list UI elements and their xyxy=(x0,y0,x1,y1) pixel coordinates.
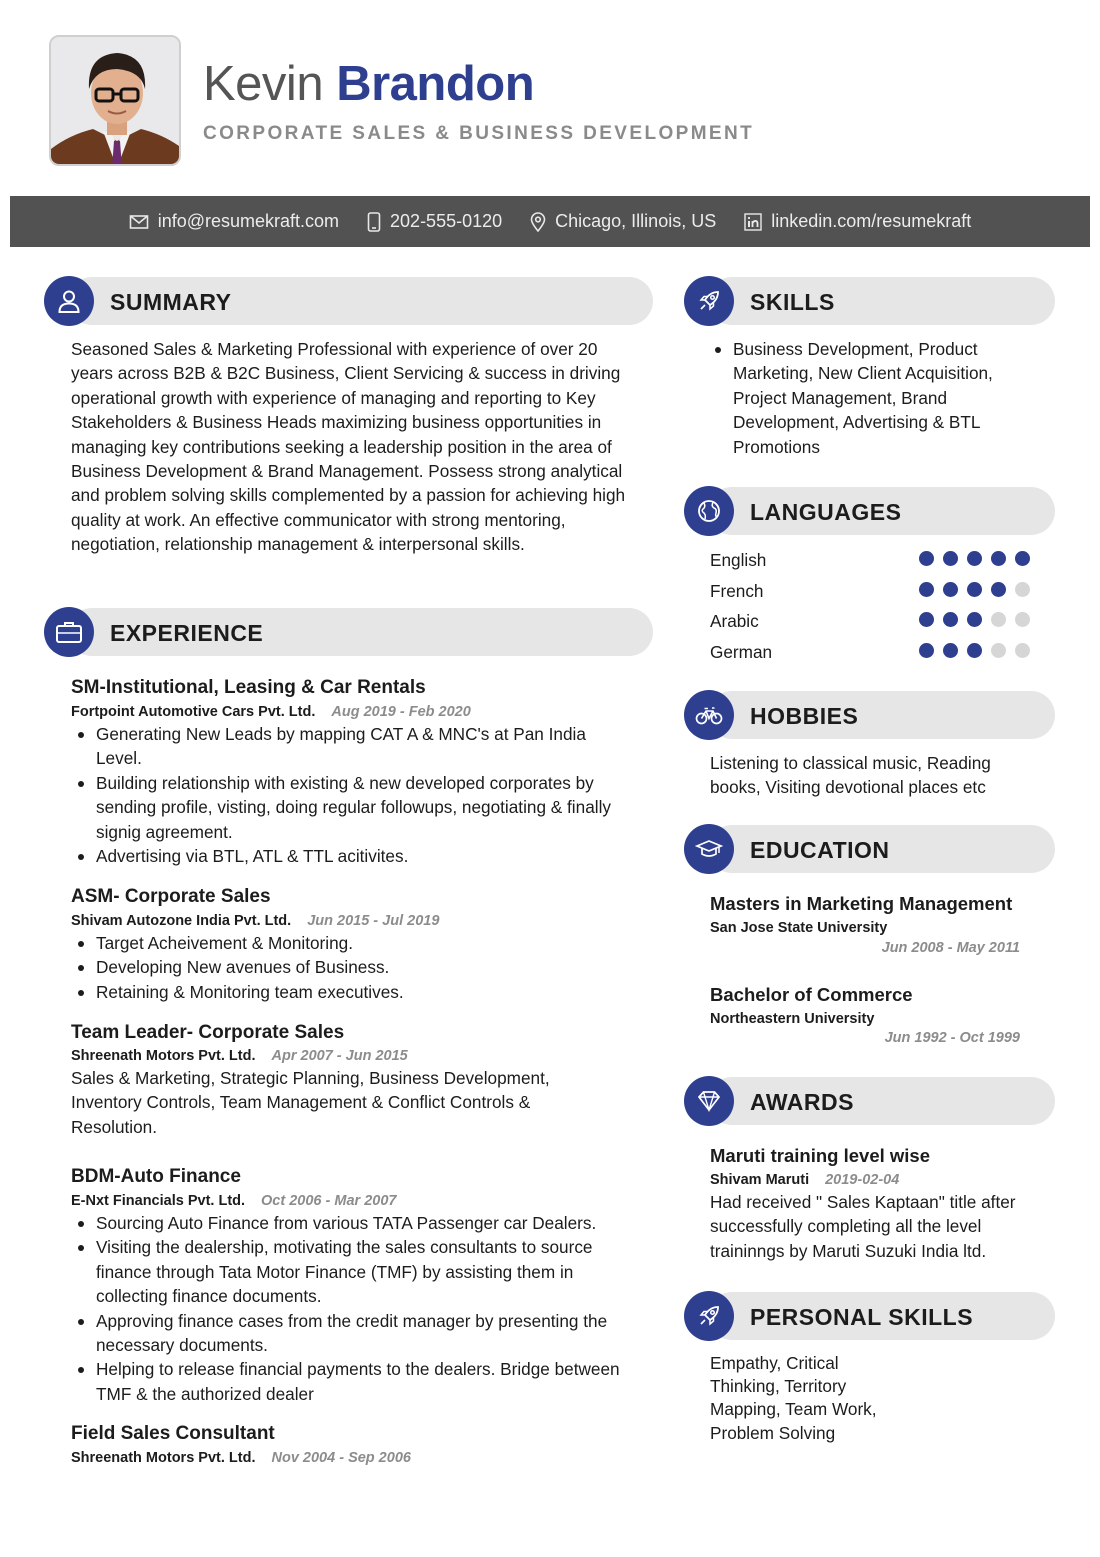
section-hobbies xyxy=(684,690,1055,740)
bullet-item: Visiting the dealership, motivating the sales consultants to source finance through Tata Motor Finance (TMF) by assisting them in collecting finance documents. xyxy=(71,1235,636,1308)
location-text: Chicago, Illinois, US xyxy=(555,211,717,231)
summary-text: Seasoned Sales & Marketing Professional with experience of over 20 years across B2B & B2C Business, Client Servicing & success in driving operational growth with experience of managing and reporting to Key Stakeholders & Business Heads maximizing business opportunities in managing key contributions seeking a leadership position in the area of Business Development & Brand Management. Possess strong analytical and problem solving skills complemented by a passion for achieving high quality at work. An effective communicator with strong mentoring, negotiation, relationship management & interpersonal skills. xyxy=(71,339,626,555)
section-title: LANGUAGES xyxy=(750,499,902,525)
job-bullets xyxy=(71,1211,636,1406)
contact-phone[interactable] xyxy=(367,211,502,232)
proficiency-dots xyxy=(919,582,1030,597)
section-title: AWARDS xyxy=(750,1089,854,1115)
job-company: Shreenath Motors Pvt. Ltd. xyxy=(71,1048,256,1064)
headline: CORPORATE SALES & BUSINESS DEVELOPMENT xyxy=(203,123,755,144)
award-date: 2019-02-04 xyxy=(825,1172,900,1188)
bullet-item: Sourcing Auto Finance from various TATA Passenger car Dealers. xyxy=(71,1211,636,1235)
education-degree: Bachelor of Commerce xyxy=(710,984,913,1005)
bullet-item: Retaining & Monitoring team executives. xyxy=(71,980,631,1004)
bullet-item: Helping to release financial payments to the dealers. Bridge between TMF & the authorized dealer xyxy=(71,1357,636,1406)
proficiency-dot-empty xyxy=(1015,643,1030,658)
language-name: French xyxy=(710,581,764,601)
briefcase-icon xyxy=(55,620,83,644)
bullet-item: Building relationship with existing & new developed corporates by sending profile, visting, doing regular followups, negotiating & finally signig agreement. xyxy=(71,771,631,844)
job-meta xyxy=(71,1450,411,1466)
language-row xyxy=(710,640,1035,664)
job-meta xyxy=(71,913,439,929)
job-company: Shreenath Motors Pvt. Ltd. xyxy=(71,1450,256,1466)
job-company: Fortpoint Automotive Cars Pvt. Ltd. xyxy=(71,704,316,720)
bicycle-icon xyxy=(695,704,723,726)
section-experience xyxy=(44,607,653,657)
proficiency-dot-filled xyxy=(1015,551,1030,566)
section-icon-circle xyxy=(44,607,94,657)
education-school: San Jose State University xyxy=(710,920,888,936)
skill-item: Business Development, Product Marketing, New Client Acquisition, Project Management, Brand Development, Advertising & BTL Promotions xyxy=(708,337,1023,459)
job-title: BDM-Auto Finance xyxy=(71,1166,241,1187)
bullet-item: Developing New avenues of Business. xyxy=(71,955,631,979)
job-dates: Nov 2004 - Sep 2006 xyxy=(271,1450,411,1466)
award-name: Maruti training level wise xyxy=(710,1145,931,1166)
award-description: Had received " Sales Kaptaan" title after successfully completing all the level traininngs by Maruti Suzuki India ltd. xyxy=(710,1192,1016,1261)
section-icon-circle xyxy=(684,1291,734,1341)
job-dates: Aug 2019 - Feb 2020 xyxy=(331,704,471,720)
phone-icon xyxy=(367,212,381,232)
section-title: EXPERIENCE xyxy=(110,620,264,646)
skills-list xyxy=(708,337,1023,459)
section-icon-circle xyxy=(684,486,734,536)
graduation-cap-icon xyxy=(695,838,723,860)
section-icon-circle xyxy=(44,276,94,326)
proficiency-dot-filled xyxy=(943,612,958,627)
proficiency-dot-filled xyxy=(967,551,982,566)
job-description: Sales & Marketing, Strategic Planning, Business Development, Inventory Controls, Team Management & Conflict Controls & Resolution. xyxy=(71,1068,550,1137)
contact-email[interactable] xyxy=(129,211,339,232)
bullet-item: Target Acheivement & Monitoring. xyxy=(71,931,631,955)
rocket-icon xyxy=(696,1303,722,1329)
section-personal-skills xyxy=(684,1291,1055,1341)
job-company: E-Nxt Financials Pvt. Ltd. xyxy=(71,1193,246,1209)
job-company: Shivam Autozone India Pvt. Ltd. xyxy=(71,913,292,929)
job-bullets xyxy=(71,722,631,868)
education-dates: Jun 2008 - May 2011 xyxy=(881,940,1020,956)
section-title: PERSONAL SKILLS xyxy=(750,1304,974,1330)
section-icon-circle xyxy=(684,276,734,326)
diamond-icon xyxy=(696,1089,722,1113)
section-icon-circle xyxy=(684,1076,734,1126)
job-meta xyxy=(71,1193,396,1209)
section-education xyxy=(684,824,1055,874)
first-name: Kevin xyxy=(203,57,324,111)
proficiency-dots xyxy=(919,551,1030,566)
language-name: German xyxy=(710,642,773,662)
job-dates: Apr 2007 - Jun 2015 xyxy=(271,1048,408,1064)
section-languages xyxy=(684,486,1055,536)
proficiency-dot-filled xyxy=(967,643,982,658)
proficiency-dot-filled xyxy=(991,551,1006,566)
job-dates: Jun 2015 - Jul 2019 xyxy=(307,913,440,929)
proficiency-dot-filled xyxy=(919,551,934,566)
proficiency-dot-filled xyxy=(991,582,1006,597)
user-icon xyxy=(56,288,82,314)
proficiency-dot-empty xyxy=(1015,612,1030,627)
language-row xyxy=(710,548,1035,572)
section-title: HOBBIES xyxy=(750,703,859,729)
section-title: EDUCATION xyxy=(750,837,890,863)
proficiency-dot-empty xyxy=(991,612,1006,627)
education-school: Northeastern University xyxy=(710,1011,875,1027)
section-title: SKILLS xyxy=(750,289,835,315)
proficiency-dot-empty xyxy=(991,643,1006,658)
last-name: Brandon xyxy=(336,57,535,111)
phone-text[interactable]: 202-555-0120 xyxy=(390,211,503,231)
job-dates: Oct 2006 - Mar 2007 xyxy=(261,1193,397,1209)
section-awards xyxy=(684,1076,1055,1126)
job-meta xyxy=(71,704,471,720)
proficiency-dot-filled xyxy=(919,612,934,627)
language-row xyxy=(710,609,1035,633)
award-issuer: Shivam Maruti xyxy=(710,1172,810,1188)
proficiency-dot-filled xyxy=(943,551,958,566)
map-pin-icon xyxy=(530,212,546,232)
linkedin-icon xyxy=(744,213,762,231)
candidate-name xyxy=(203,56,534,112)
contact-linkedin[interactable] xyxy=(744,211,971,232)
language-name: English xyxy=(710,550,767,570)
contact-bar xyxy=(10,196,1090,247)
job-title: ASM- Corporate Sales xyxy=(71,886,271,907)
proficiency-dot-filled xyxy=(943,582,958,597)
job-meta xyxy=(71,1048,408,1064)
section-title: SUMMARY xyxy=(110,289,232,315)
award-meta xyxy=(710,1172,899,1188)
language-name: Arabic xyxy=(710,611,759,631)
proficiency-dot-filled xyxy=(919,643,934,658)
proficiency-dot-filled xyxy=(967,612,982,627)
bullet-item: Advertising via BTL, ATL & TTL acitivites. xyxy=(71,844,631,868)
job-bullets xyxy=(71,931,631,1004)
section-skills xyxy=(684,276,1055,326)
proficiency-dots xyxy=(919,643,1030,658)
email-text[interactable]: info@resumekraft.com xyxy=(157,211,340,231)
job-title: Team Leader- Corporate Sales xyxy=(71,1022,345,1043)
section-icon-circle xyxy=(684,690,734,740)
education-degree: Masters in Marketing Management xyxy=(710,893,1013,914)
bullet-item: Approving finance cases from the credit manager by presenting the necessary documents. xyxy=(71,1309,636,1358)
proficiency-dot-empty xyxy=(1015,582,1030,597)
section-icon-circle xyxy=(684,824,734,874)
job-title: SM-Institutional, Leasing & Car Rentals xyxy=(71,677,426,698)
proficiency-dot-filled xyxy=(919,582,934,597)
hobbies-text: Listening to classical music, Reading books, Visiting devotional places etc xyxy=(710,753,991,798)
personal-skills-text: Empathy, Critical Thinking, Territory Mapping, Team Work, Problem Solving xyxy=(710,1353,877,1443)
proficiency-dot-filled xyxy=(943,643,958,658)
rocket-icon xyxy=(696,288,722,314)
globe-icon xyxy=(696,498,722,524)
proficiency-dots xyxy=(919,612,1030,627)
portrait-illustration xyxy=(51,37,181,166)
bullet-item: Generating New Leads by mapping CAT A & MNC's at Pan India Level. xyxy=(71,722,631,771)
language-row xyxy=(710,579,1035,603)
proficiency-dot-filled xyxy=(967,582,982,597)
mail-icon xyxy=(129,214,149,230)
job-title: Field Sales Consultant xyxy=(71,1423,275,1444)
contact-location xyxy=(530,211,716,232)
section-summary xyxy=(44,276,653,326)
profile-photo xyxy=(49,35,181,166)
linkedin-text[interactable]: linkedin.com/resumekraft xyxy=(771,211,972,231)
education-dates: Jun 1992 - Oct 1999 xyxy=(884,1030,1020,1046)
